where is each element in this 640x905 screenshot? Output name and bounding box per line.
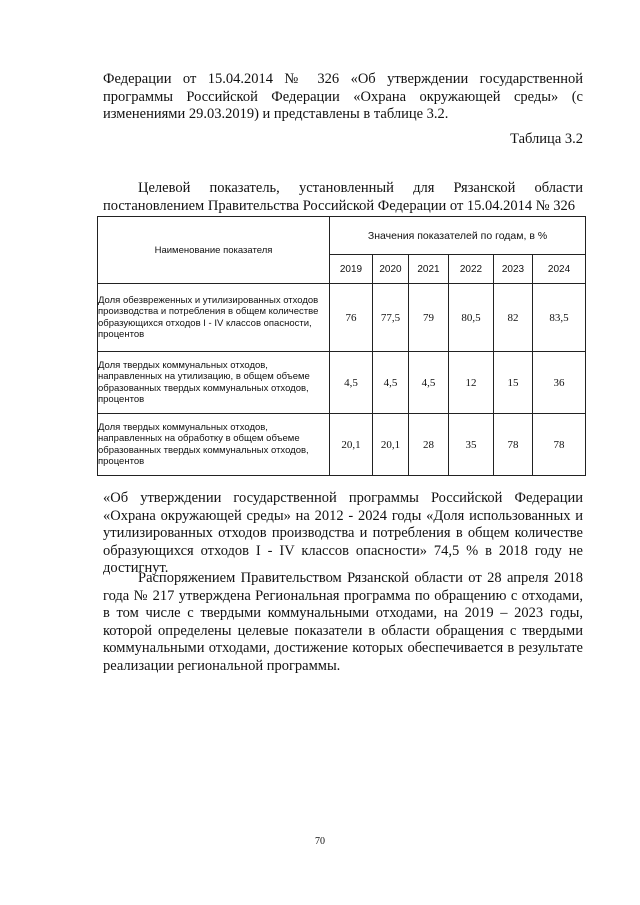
indicators-table [97, 216, 586, 476]
year-header: 2024 [533, 255, 586, 284]
indicator-value: 28 [409, 414, 449, 476]
table-title: Целевой показатель, установленный для Рязанской области постановлением Правительства Российской Федерации от 15.04.2014 № 326 [103, 180, 583, 214]
indicator-value: 15 [494, 352, 533, 414]
indicator-value: 4,5 [330, 352, 373, 414]
indicator-value: 80,5 [449, 284, 494, 352]
indicator-value: 35 [449, 414, 494, 476]
indicator-value: 4,5 [409, 352, 449, 414]
values-group-header: Значения показателей по годам, в % [330, 217, 586, 255]
indicator-value: 78 [494, 414, 533, 476]
table-row [98, 284, 586, 352]
year-header: 2022 [449, 255, 494, 284]
indicator-value: 4,5 [373, 352, 409, 414]
paragraph-conclusion: «Об утверждении государственной программы Российской Федерации «Охрана окружающей среды» на 2012 - 2024 годы «Доля использованных и утилизированных отходов производства и потребления в общем количестве образующихся отходов I - IV классов опасности» 74,5 % в 2018 году не достигнут. [103, 490, 583, 576]
indicator-value: 20,1 [373, 414, 409, 476]
indicator-value: 78 [533, 414, 586, 476]
indicator-value: 82 [494, 284, 533, 352]
indicator-value: 76 [330, 284, 373, 352]
year-header: 2019 [330, 255, 373, 284]
name-column-header: Наименование показателя [98, 217, 330, 284]
indicator-value: 77,5 [373, 284, 409, 352]
paragraph-regional-program: Распоряжением Правительством Рязанской области от 28 апреля 2018 года № 217 утверждена Региональная программа по обращению с отходами, в том числе с твердыми коммунальными отходами, на 2019 – 2023 годы, которой определены целевые показатели в области обращения с твердыми коммунальными отходами, достижение которых обеспечивается в результате реализации региональной программы. [103, 570, 583, 674]
indicator-value: 83,5 [533, 284, 586, 352]
paragraph-intro: Федерации от 15.04.2014 № 326 «Об утверждении государственной программы Российской Федерации «Охрана окружающей среды» (с изменениями 29.03.2019) и представлены в таблице 3.2. [103, 71, 583, 122]
year-header: 2021 [409, 255, 449, 284]
year-header: 2020 [373, 255, 409, 284]
table-row [98, 414, 586, 476]
indicator-value: 36 [533, 352, 586, 414]
indicator-value: 79 [409, 284, 449, 352]
table-row [98, 352, 586, 414]
indicator-label: Доля твердых коммунальных отходов, направленных на утилизацию, в общем объеме образованных твердых коммунальных отходов, процентов [98, 352, 330, 414]
indicator-value: 20,1 [330, 414, 373, 476]
indicator-value: 12 [449, 352, 494, 414]
indicator-label: Доля твердых коммунальных отходов, направленных на обработку в общем объеме образованных твердых коммунальных отходов, процентов [98, 414, 330, 476]
table-caption: Таблица 3.2 [510, 131, 583, 147]
indicator-label: Доля обезвреженных и утилизированных отходов производства и потребления в общем количестве образующихся отходов I - IV классов опасности, процентов [98, 284, 330, 352]
year-header: 2023 [494, 255, 533, 284]
page-number: 70 [315, 836, 325, 847]
